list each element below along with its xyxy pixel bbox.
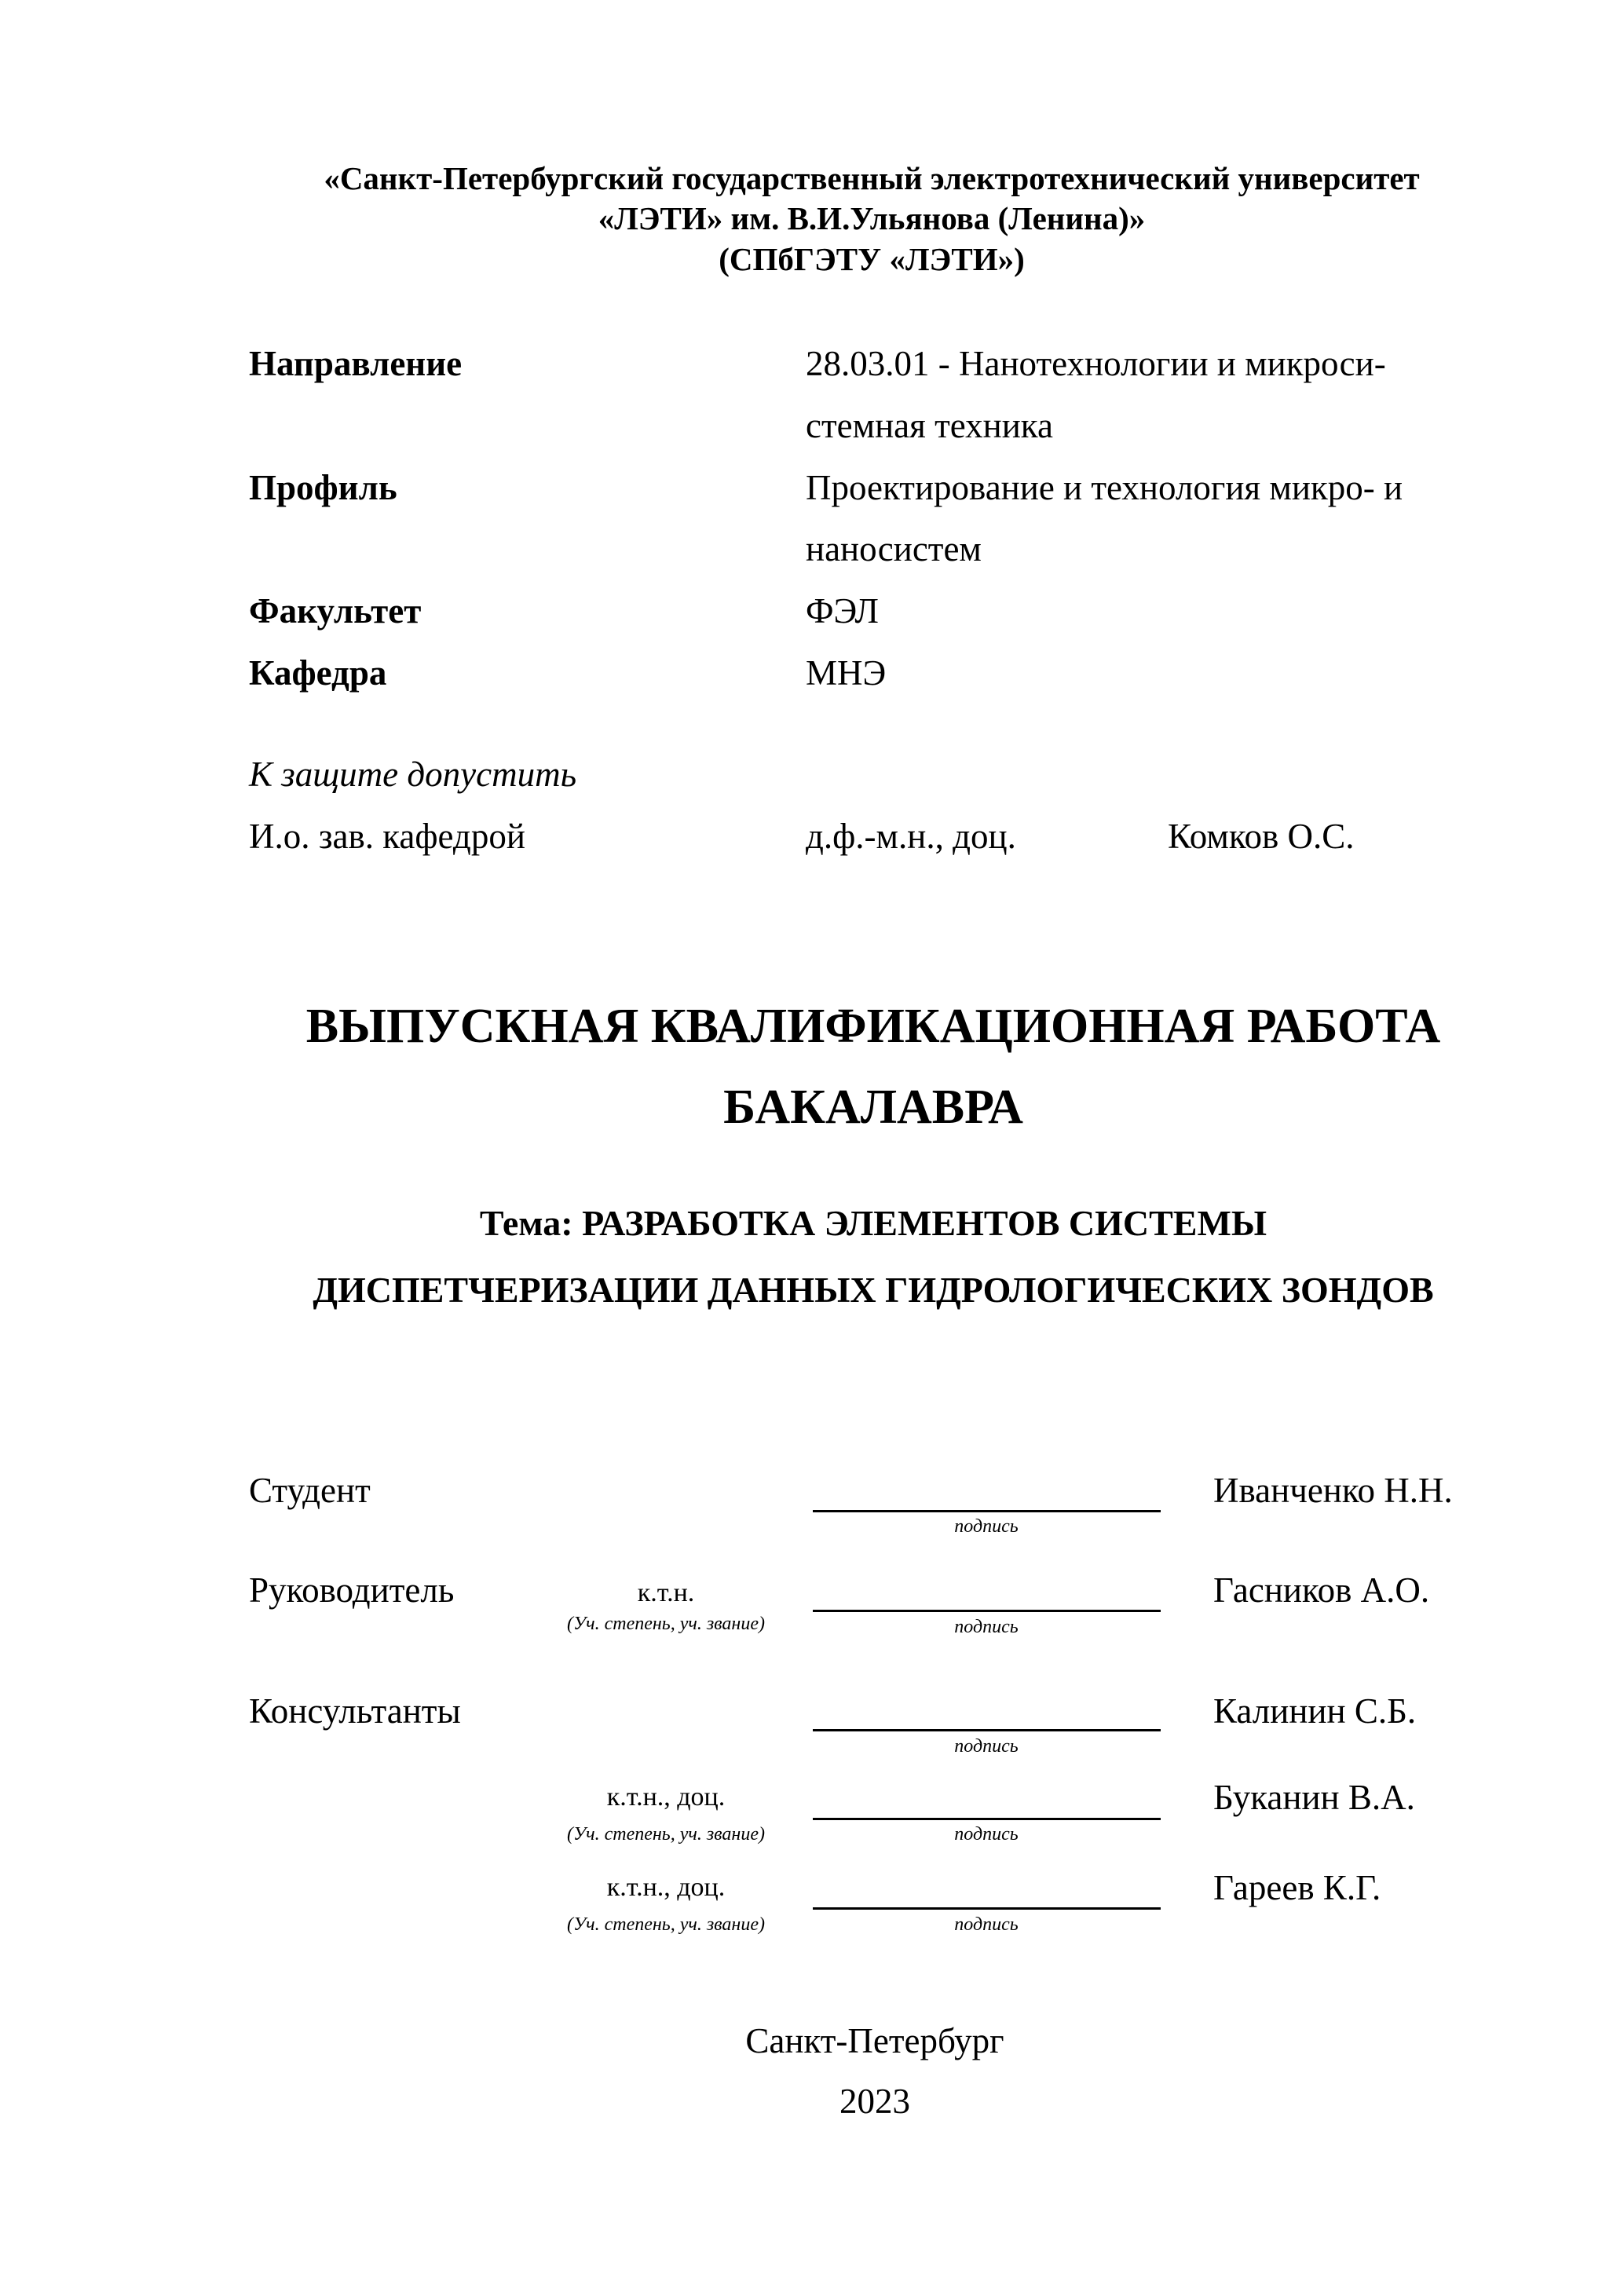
profile-value-line2: наносистем [806,529,982,569]
faculty-value: ФЭЛ [806,591,879,631]
approval-name: Комков О.С. [1168,817,1355,856]
degree-caption: (Уч. степень, уч. звание) [567,1824,765,1844]
direction-value-line1: 28.03.01 - Нанотехнологии и микроси- [806,344,1386,383]
degree-caption: (Уч. степень, уч. звание) [567,1614,765,1634]
document-title-line2: БАКАЛАВРА [723,1080,1023,1134]
signature-line [813,1510,1161,1512]
consultant-name: Буканин В.А. [1213,1778,1415,1817]
signature-line [813,1818,1161,1820]
signature-line [813,1610,1161,1612]
city: Санкт-Петербург [745,2021,1004,2060]
approval-role: И.о. зав. кафедрой [249,817,525,856]
approval-degree: д.ф.-м.н., доц. [806,817,1016,856]
profile-label: Профиль [249,468,397,507]
signature-caption: подпись [954,1736,1019,1757]
consultant-name: Гареев К.Г. [1213,1868,1381,1907]
student-role: Студент [249,1471,371,1510]
direction-value-line2: стемная техника [806,406,1053,445]
university-name-line1: «Санкт-Петербургский государственный электротехнический университет [324,160,1420,196]
signature-caption: подпись [954,1914,1019,1935]
degree-caption: (Уч. степень, уч. звание) [567,1914,765,1935]
supervisor-degree: к.т.н. [637,1578,695,1607]
department-value: МНЭ [806,653,887,693]
document-title-line1: ВЫПУСКНАЯ КВАЛИФИКАЦИОННАЯ РАБОТА [305,1000,1441,1053]
topic-line1: Тема: РАЗРАБОТКА ЭЛЕМЕНТОВ СИСТЕМЫ [479,1203,1267,1243]
signature-caption: подпись [954,1516,1019,1537]
signature-line [813,1907,1161,1910]
university-abbrev: (СПбГЭТУ «ЛЭТИ») [719,241,1025,277]
direction-label: Направление [249,344,463,383]
department-label: Кафедра [249,653,387,693]
profile-value-line1: Проектирование и технология микро- и [806,468,1403,507]
faculty-label: Факультет [249,591,422,631]
consultant-degree: к.т.н., доц. [606,1782,726,1812]
supervisor-role: Руководитель [249,1570,455,1610]
supervisor-name: Гасников А.О. [1213,1570,1430,1610]
university-name-line2: «ЛЭТИ» им. В.И.Ульянова (Ленина)» [598,200,1146,236]
consultant-degree: к.т.н., доц. [606,1873,726,1902]
signature-line [813,1729,1161,1731]
student-name: Иванченко Н.Н. [1213,1471,1453,1510]
signature-caption: подпись [954,1824,1019,1844]
approval-heading: К защите допустить [249,755,577,794]
topic-line2: ДИСПЕТЧЕРИЗАЦИИ ДАННЫХ ГИДРОЛОГИЧЕСКИХ ЗОНДОВ [313,1270,1434,1310]
consultants-role: Консультанты [249,1691,461,1731]
year: 2023 [839,2082,910,2121]
signature-caption: подпись [954,1617,1019,1637]
consultant-name: Калинин С.Б. [1213,1691,1417,1731]
